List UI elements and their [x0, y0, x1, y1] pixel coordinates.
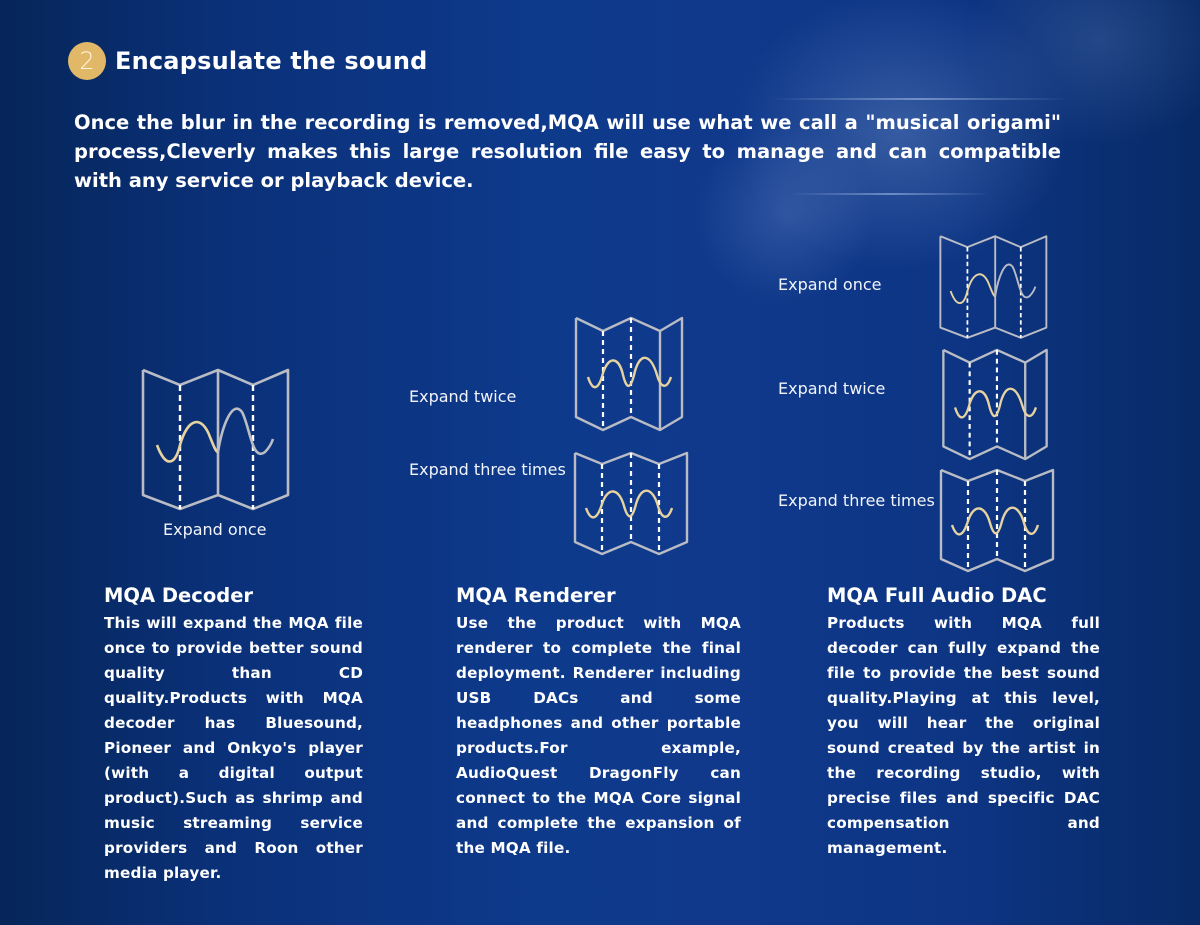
column-title: MQA Full Audio DAC — [827, 584, 1047, 607]
column-title: MQA Decoder — [104, 584, 254, 607]
folded-map-wave-icon — [933, 234, 1053, 340]
section-title: Encapsulate the sound — [115, 47, 428, 75]
illustration-label: Expand three times — [778, 491, 935, 510]
illustration-label: Expand three times — [409, 460, 566, 479]
step-number-badge: 2 — [68, 42, 106, 80]
intro-paragraph: Once the blur in the recording is removed,MQA will use what we call a "musical origami" process,Cleverly makes this large resolution file easy to manage and can compatible with any service or playback device. — [74, 111, 1061, 192]
illustration-label: Expand twice — [778, 379, 886, 398]
column-title: MQA Renderer — [456, 584, 616, 607]
illustration-label: Expand twice — [409, 387, 517, 406]
folded-map-wave-icon — [938, 466, 1056, 576]
column-body: Products with MQA full decoder can fully expand the file to provide the best sound quality.Playing at this level, you will hear the original sound created by the artist in the recording studio, with precise files and specific DAC compensation and management. — [827, 614, 1100, 857]
folded-map-wave-icon — [572, 315, 686, 433]
section-header — [68, 42, 428, 80]
light-streak — [770, 98, 1070, 100]
folded-map-wave-icon — [936, 347, 1054, 462]
folded-map-wave-icon — [572, 450, 690, 558]
column-body: Use the product with MQA renderer to complete the final deployment. Renderer including USB DACs and some headphones and other portable products.For example, AudioQuest DragonFly can connect to the MQA Core signal and complete the expansion of the MQA file. — [456, 614, 741, 857]
column-body: This will expand the MQA file once to provide better sound quality than CD quality.Products with MQA decoder has Bluesound, Pioneer and Onkyo's player (with a digital output product).Such as shrimp and music streaming service providers and Roon other media player. — [104, 614, 363, 882]
folded-map-wave-icon — [139, 367, 291, 512]
illustration-label: Expand once — [163, 520, 267, 539]
illustration-label: Expand once — [778, 275, 882, 294]
